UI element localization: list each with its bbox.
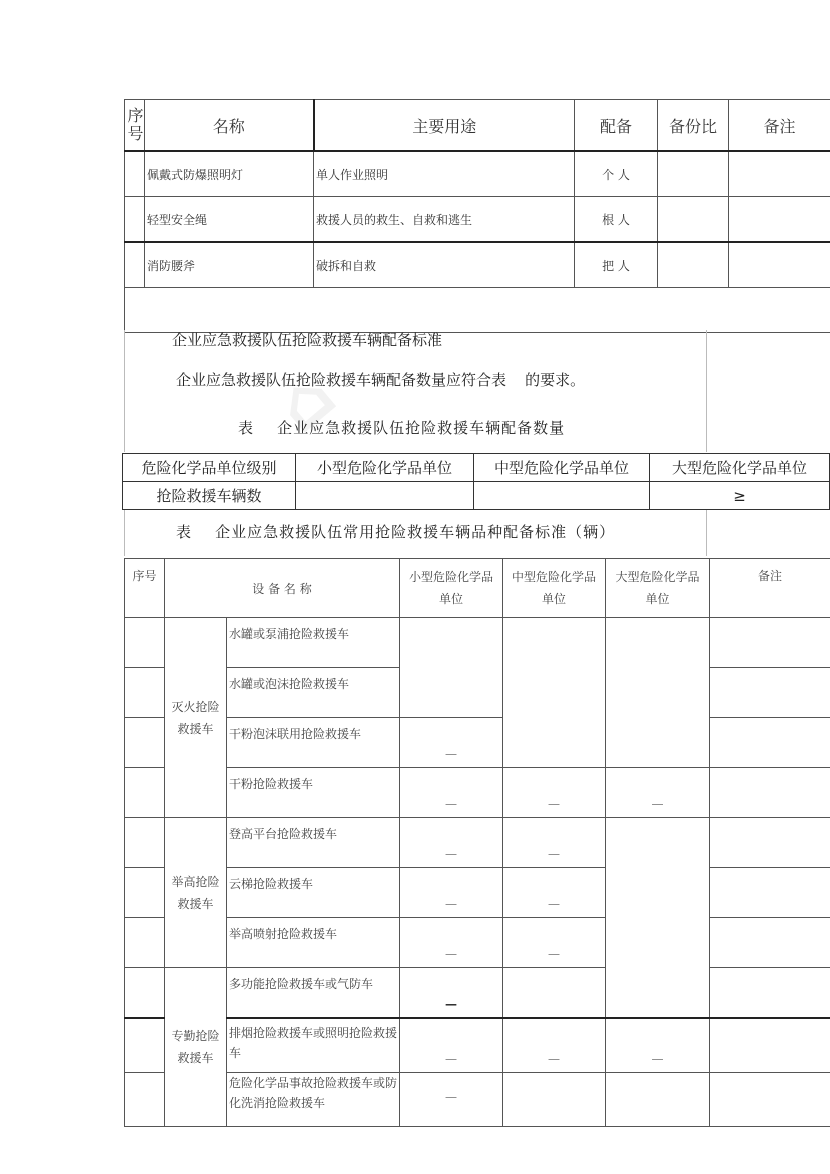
header-name: 名称 [145, 100, 314, 152]
header-medium: 中型危险化学品 单位 [503, 559, 606, 618]
item-name: 水罐或泡沫抢险救援车 [227, 668, 400, 718]
row-label: 抢险救援车辆数 [123, 482, 296, 510]
seq-cell [125, 197, 145, 243]
value-medium: — [503, 868, 606, 918]
item-name: 多功能抢险救援车或气防车 [227, 968, 400, 1019]
header-seq: 序号 [125, 100, 145, 152]
value-large: — [606, 1018, 710, 1073]
backup-cell [658, 242, 729, 288]
header-use: 主要用途 [314, 100, 575, 152]
value-large [606, 618, 710, 768]
backup-cell [658, 151, 729, 197]
seq-cell [125, 718, 165, 768]
seq-cell [125, 618, 165, 668]
value-small: — [400, 768, 503, 818]
header-backup: 备份比 [658, 100, 729, 152]
empty-cell [125, 288, 830, 333]
table-row [125, 1018, 830, 1073]
value-small: — [400, 1018, 503, 1073]
note-cell [710, 868, 830, 918]
group-fire: 灭火抢险 救援车 [165, 618, 227, 818]
vehicle-type-table [124, 558, 830, 1127]
header-note: 备注 [710, 559, 830, 618]
value-medium [503, 618, 606, 768]
header-small: 小型危险化学品 单位 [400, 559, 503, 618]
note-cell [729, 242, 830, 288]
frame-line-right [706, 330, 707, 452]
value-medium: — [503, 818, 606, 868]
item-name: 干粉抢险救援车 [227, 768, 400, 818]
value-small [400, 618, 503, 718]
value-small: — [400, 1073, 503, 1127]
group-special: 专勤抢险 救援车 [165, 968, 227, 1127]
note-cell [710, 668, 830, 718]
note-cell [710, 618, 830, 668]
note-cell [710, 1018, 830, 1073]
value-large: — [606, 768, 710, 818]
table-row [125, 968, 830, 1019]
note-cell [729, 197, 830, 243]
table2-caption: 表 企业应急救援队伍抢险救援车辆配备数量 [238, 419, 566, 437]
item-name: 云梯抢险救援车 [227, 868, 400, 918]
value-large [606, 1073, 710, 1127]
group-lift: 举高抢险 救援车 [165, 818, 227, 968]
watermark: ⌂ [259, 353, 351, 449]
header-note: 备注 [729, 100, 830, 152]
header-seq: 序号 [125, 559, 165, 618]
table-row [125, 151, 830, 197]
table-row [123, 482, 830, 510]
value-small: — [400, 718, 503, 768]
item-name: 佩戴式防爆照明灯 [145, 151, 314, 197]
table-header-row [125, 100, 830, 152]
table-row [125, 768, 830, 818]
seq-cell [125, 918, 165, 968]
header-level: 危险化学品单位级别 [123, 454, 296, 482]
table-row [125, 197, 830, 243]
header-equip: 配备 [575, 100, 658, 152]
body-paragraph: 企业应急救援队伍抢险救援车辆配备数量应符合表 的要求。 [176, 371, 586, 389]
value-small: — [400, 868, 503, 918]
table3-caption: 表 企业应急救援队伍常用抢险救援车辆品种配备标准（辆） [176, 523, 616, 541]
item-name: 轻型安全绳 [145, 197, 314, 243]
vehicle-count-table [122, 453, 830, 510]
item-equip: 把 人 [575, 242, 658, 288]
section-heading: 企业应急救援队伍抢险救援车辆配备标准 [172, 331, 443, 349]
item-name: 消防腰斧 [145, 242, 314, 288]
seq-cell [125, 968, 165, 1019]
table-row [125, 818, 830, 868]
seq-cell [125, 818, 165, 868]
table-row [125, 618, 830, 668]
table-row [125, 242, 830, 288]
backup-cell [658, 197, 729, 243]
item-name: 干粉泡沫联用抢险救援车 [227, 718, 400, 768]
frame-line-right [706, 510, 707, 556]
value-medium [503, 1073, 606, 1127]
header-large: 大型危险化学品 单位 [606, 559, 710, 618]
value-large: ≥ [650, 482, 830, 510]
item-name: 水罐或泵浦抢险救援车 [227, 618, 400, 668]
note-cell [710, 968, 830, 1019]
note-cell [710, 718, 830, 768]
value-small: — [400, 918, 503, 968]
frame-line-left [124, 510, 125, 556]
value-small: — [400, 968, 503, 1019]
seq-cell [125, 242, 145, 288]
note-cell [710, 1073, 830, 1127]
header-medium: 中型危险化学品单位 [474, 454, 650, 482]
seq-cell [125, 868, 165, 918]
value-small: — [400, 818, 503, 868]
item-use: 救援人员的救生、自救和逃生 [314, 197, 575, 243]
item-equip: 个 人 [575, 151, 658, 197]
item-use: 破拆和自救 [314, 242, 575, 288]
value-large [606, 818, 710, 1019]
seq-cell [125, 1073, 165, 1127]
equipment-table [124, 99, 830, 333]
table-row [125, 868, 830, 918]
table-header-row [123, 454, 830, 482]
header-large: 大型危险化学品单位 [650, 454, 830, 482]
item-name: 登高平台抢险救援车 [227, 818, 400, 868]
note-cell [710, 818, 830, 868]
frame-line-left [124, 330, 125, 452]
item-name: 危险化学品事故抢险救援车或防化洗消抢险救援车 [227, 1073, 400, 1127]
table-row [125, 1073, 830, 1127]
value-medium: — [503, 1018, 606, 1073]
header-small: 小型危险化学品单位 [296, 454, 474, 482]
table-row [125, 718, 830, 768]
seq-cell [125, 1018, 165, 1073]
value-medium [503, 968, 606, 1019]
item-name: 排烟抢险救援车或照明抢险救援车 [227, 1018, 400, 1073]
item-name: 举高喷射抢险救援车 [227, 918, 400, 968]
seq-cell [125, 668, 165, 718]
value-medium [474, 482, 650, 510]
seq-cell [125, 151, 145, 197]
note-cell [710, 768, 830, 818]
table-row [125, 918, 830, 968]
item-use: 单人作业照明 [314, 151, 575, 197]
note-cell [729, 151, 830, 197]
item-equip: 根 人 [575, 197, 658, 243]
table-row-empty [125, 288, 830, 333]
value-small [296, 482, 474, 510]
header-name: 设 备 名 称 [165, 559, 400, 618]
value-medium: — [503, 768, 606, 818]
value-medium: — [503, 918, 606, 968]
note-cell [710, 918, 830, 968]
seq-cell [125, 768, 165, 818]
table-header-row [125, 559, 830, 618]
